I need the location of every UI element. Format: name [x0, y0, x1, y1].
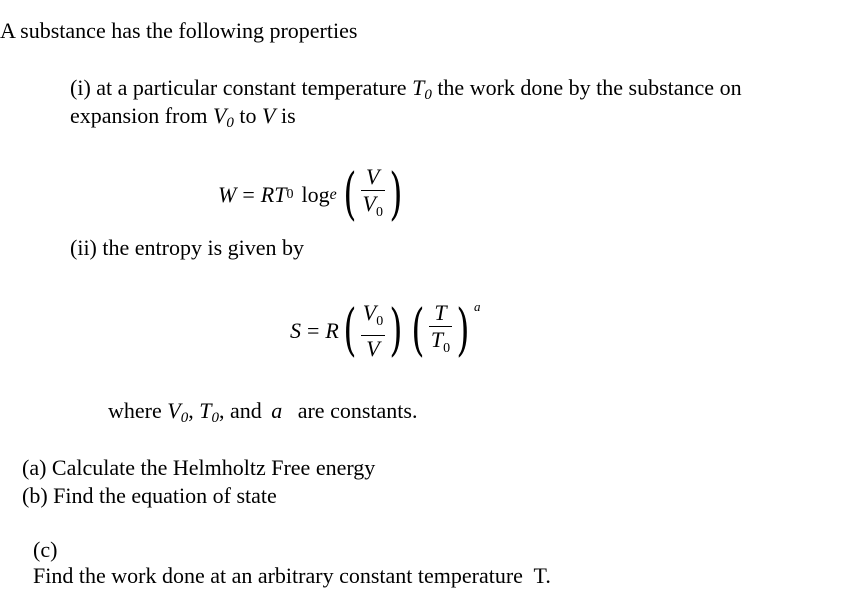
eq1-right-paren: ): [389, 162, 403, 227]
symbol-T: T: [412, 75, 425, 100]
symbol-V0-subscript: 0: [226, 115, 234, 131]
eq2-lhs: S: [290, 318, 301, 343]
constants-T: T: [199, 398, 212, 423]
constants-note: [108, 398, 417, 431]
question-b-label: (b): [22, 483, 48, 508]
eq2-f2-denominator: $T_0$: [430, 327, 451, 356]
property-i-is: is: [281, 103, 296, 128]
eq2-f1-numerator: $V_0$: [362, 300, 384, 329]
property-i-line2: [70, 103, 296, 136]
question-c-label: (c): [33, 537, 58, 562]
question-b: [22, 483, 277, 509]
intro-text: A substance has the following properties: [0, 18, 358, 43]
eq2-fraction-1: [361, 301, 385, 361]
eq1-log-base: e: [329, 186, 337, 203]
question-c-text: Find the work done at an arbitrary constant temperature T.: [33, 563, 551, 588]
question-a: [22, 455, 375, 481]
eq2-fraction-2: [429, 301, 452, 361]
eq1-left-paren: (: [343, 162, 357, 227]
eq1-lhs: W: [218, 182, 237, 207]
eq2-f2-numerator: T: [434, 300, 447, 325]
eq2-equals: =: [307, 318, 320, 343]
property-i-text-a: at a particular constant temperature: [96, 75, 407, 100]
constants-where: where: [108, 398, 162, 423]
property-ii-line: [70, 235, 304, 261]
eq2-right-paren-1: ): [389, 298, 403, 363]
eq1-T: T: [274, 182, 287, 207]
constants-V-subscript: 0: [180, 410, 189, 426]
question-a-text: Calculate the Helmholtz Free energy: [51, 455, 376, 480]
symbol-V: V: [262, 103, 276, 128]
question-b-text: Find the equation of state: [53, 483, 277, 508]
eq2-f1-denominator: V: [366, 336, 380, 361]
constants-tail: are constants.: [297, 398, 418, 423]
eq2-R: R: [325, 318, 339, 343]
property-i-label: (i): [70, 75, 91, 100]
constants-a: a: [271, 398, 283, 423]
symbol-V0: V: [212, 103, 227, 128]
eq1-equals: =: [242, 182, 255, 207]
question-c: [22, 511, 551, 589]
eq1-R: R: [260, 182, 275, 207]
symbol-T-subscript: 0: [424, 87, 432, 103]
property-i-to: to: [239, 103, 257, 128]
eq2-left-paren-2: (: [411, 298, 425, 363]
eq2-exponent: a: [474, 299, 481, 314]
eq1-numerator: V: [366, 164, 380, 189]
eq1-T-subscript: 0: [286, 187, 294, 202]
eq1-fraction: [361, 165, 385, 225]
eq2-left-paren-1: (: [343, 298, 357, 363]
question-a-label: (a): [22, 455, 47, 480]
work-equation: [218, 163, 407, 227]
constants-T-subscript: 0: [211, 410, 219, 426]
constants-V: V: [167, 398, 181, 423]
constants-comma: ,: [188, 398, 194, 423]
eq1-denominator: $V_0$: [362, 191, 383, 220]
eq1-log: log: [301, 182, 330, 207]
eq2-right-paren-2: ): [456, 298, 470, 363]
entropy-equation: [290, 296, 481, 366]
property-i-text-c: expansion from: [70, 103, 208, 128]
property-i-text-b: the work done by the substance on: [437, 75, 742, 100]
property-ii-label: (ii): [70, 235, 97, 260]
property-ii-text: the entropy is given by: [102, 235, 305, 260]
constants-and: , and: [218, 398, 262, 423]
